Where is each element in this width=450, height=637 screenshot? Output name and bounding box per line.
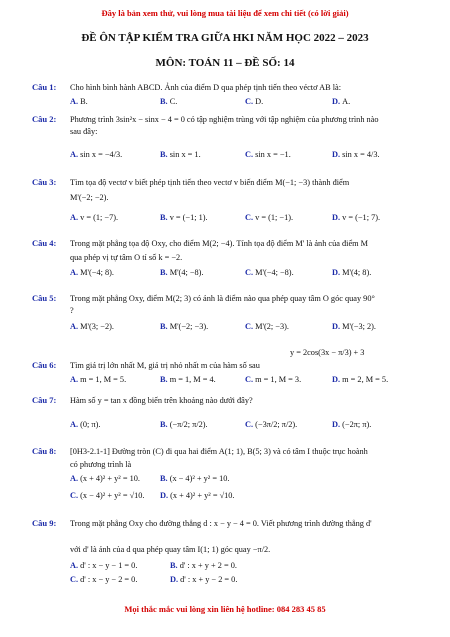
question-2-option-a: A. sin x = −4/3. — [70, 150, 123, 159]
question-9-text-cont: với d' là ảnh của d qua phép quay tâm I(1; 1) góc quay −π/2. — [70, 545, 271, 554]
question-4-option-c: C. M'(−4; −8). — [245, 268, 294, 277]
question-5-option-b: B. M'(−2; −3). — [160, 322, 209, 331]
question-9-option-b: B. d' : x + y + 2 = 0. — [170, 561, 237, 570]
question-7-option-d: D. (−2π; π). — [332, 420, 372, 429]
preview-banner: Đây là bản xem thử, vui lòng mua tài liệu để xem chi tiết (có lời giải) — [101, 8, 349, 18]
question-9-text: Trong mặt phẳng Oxy cho đường thẳng d : x − y − 4 = 0. Viết phương trình đường thẳng d' — [70, 519, 372, 528]
question-4-label: Câu 4: — [32, 238, 57, 248]
exam-subtitle: MÔN: TOÁN 11 – ĐỀ SỐ: 14 — [155, 57, 295, 69]
question-2-label: Câu 2: — [32, 114, 57, 124]
question-4-option-d: D. M'(4; 8). — [332, 268, 372, 277]
question-3-label: Câu 3: — [32, 177, 57, 187]
question-8-label: Câu 8: — [32, 446, 57, 456]
question-2-option-c: C. sin x = −1. — [245, 150, 291, 159]
question-2-option-b: B. sin x = 1. — [160, 150, 201, 159]
question-3-option-c: C. v = (1; −1). — [245, 213, 294, 222]
question-1-text: Cho hình bình hành ABCD. Ảnh của điểm D qua phép tịnh tiến theo véctơ AB là: — [70, 83, 342, 92]
question-3-option-a: A. v = (1; −7). — [70, 213, 119, 222]
question-8-option-d: D. (x + 4)² + y² = √10. — [160, 491, 235, 500]
question-2-text: Phương trình 3sin²x − sinx − 4 = 0 có tập nghiệm trùng với tập nghiệm của phương trình nào — [70, 115, 379, 124]
question-8-option-b: B. (x − 4)² + y² = 10. — [160, 474, 230, 483]
question-5-option-c: C. M'(2; −3). — [245, 322, 289, 331]
question-1-label: Câu 1: — [32, 82, 57, 92]
question-8-text-cont: có phương trình là — [70, 460, 132, 469]
question-4-text: Trong mặt phẳng tọa độ Oxy, cho điểm M(2; −4). Tính tọa độ điểm M' là ảnh của điểm M — [70, 239, 369, 248]
question-9-label: Câu 9: — [32, 518, 57, 528]
question-6-option-c: C. m = 1, M = 3. — [245, 375, 302, 384]
question-4-option-a: A. M'(−4; 8). — [70, 268, 114, 277]
question-4-text-cont: qua phép vị tự tâm O tỉ số k = −2. — [70, 253, 183, 262]
question-7-option-c: C. (−3π/2; π/2). — [245, 420, 298, 429]
question-5-text: Trong mặt phẳng Oxy, điểm M(2; 3) có ảnh là điểm nào qua phép quay tâm O góc quay 90° — [70, 294, 375, 303]
question-6-text: Tìm giá trị lớn nhất M, giá trị nhỏ nhất m của hàm số sau — [70, 361, 260, 370]
exam-title: ĐỀ ÔN TẬP KIẾM TRA GIỮA HKI NĂM HỌC 2022 – 2023 — [81, 32, 369, 44]
question-1-option-a: A. B. — [70, 97, 88, 106]
question-2-option-d: D. sin x = 4/3. — [332, 150, 380, 159]
question-8-option-c: C. (x − 4)² + y² = √10. — [70, 491, 145, 500]
question-9-option-a: A. d' : x − y − 1 = 0. — [70, 561, 138, 570]
question-1-option-d: D. A. — [332, 97, 351, 106]
question-8-text: [0H3-2.1-1] Đường tròn (C) đi qua hai điểm A(1; 1), B(5; 3) và có tâm I thuộc trục hoành — [70, 447, 368, 456]
question-7-text: Hàm số y = tan x đồng biến trên khoảng nào dưới đây? — [70, 396, 253, 405]
question-6-option-d: D. m = 2, M = 5. — [332, 375, 389, 384]
question-2-text-cont: sau đây: — [70, 127, 98, 136]
question-1-option-b: B. C. — [160, 97, 178, 106]
question-4-option-b: B. M'(4; −8). — [160, 268, 204, 277]
hotline-footer: Mọi thắc mắc vui lòng xin liên hệ hotline: 084 283 45 85 — [124, 604, 326, 614]
question-3-text: Tìm tọa độ vectơ v biết phép tịnh tiến theo vectơ v biến điểm M(−1; −3) thành điểm — [70, 178, 350, 187]
question-7-label: Câu 7: — [32, 395, 57, 405]
question-8-option-a: A. (x + 4)² + y² = 10. — [70, 474, 140, 483]
question-5-text-cont: ? — [70, 306, 74, 315]
question-9-option-d: D. d' : x + y − 2 = 0. — [170, 575, 238, 584]
question-7-option-a: A. (0; π). — [70, 420, 101, 429]
question-5-option-d: D. M'(−3; 2). — [332, 322, 376, 331]
question-3-option-d: D. v = (−1; 7). — [332, 213, 381, 222]
question-6-option-a: A. m = 1, M = 5. — [70, 375, 127, 384]
question-5-option-a: A. M'(3; −2). — [70, 322, 114, 331]
question-6-formula: y = 2cos(3x − π/3) + 3 — [290, 348, 365, 357]
question-3-text-cont: M'(−2; −2). — [70, 193, 109, 202]
question-7-option-b: B. (−π/2; π/2). — [160, 420, 208, 429]
question-5-label: Câu 5: — [32, 293, 57, 303]
question-6-option-b: B. m = 1, M = 4. — [160, 375, 216, 384]
question-1-option-c: C. D. — [245, 97, 264, 106]
question-3-option-b: B. v = (−1; 1). — [160, 213, 208, 222]
question-9-option-c: C. d' : x − y − 2 = 0. — [70, 575, 138, 584]
question-6-label: Câu 6: — [32, 360, 57, 370]
